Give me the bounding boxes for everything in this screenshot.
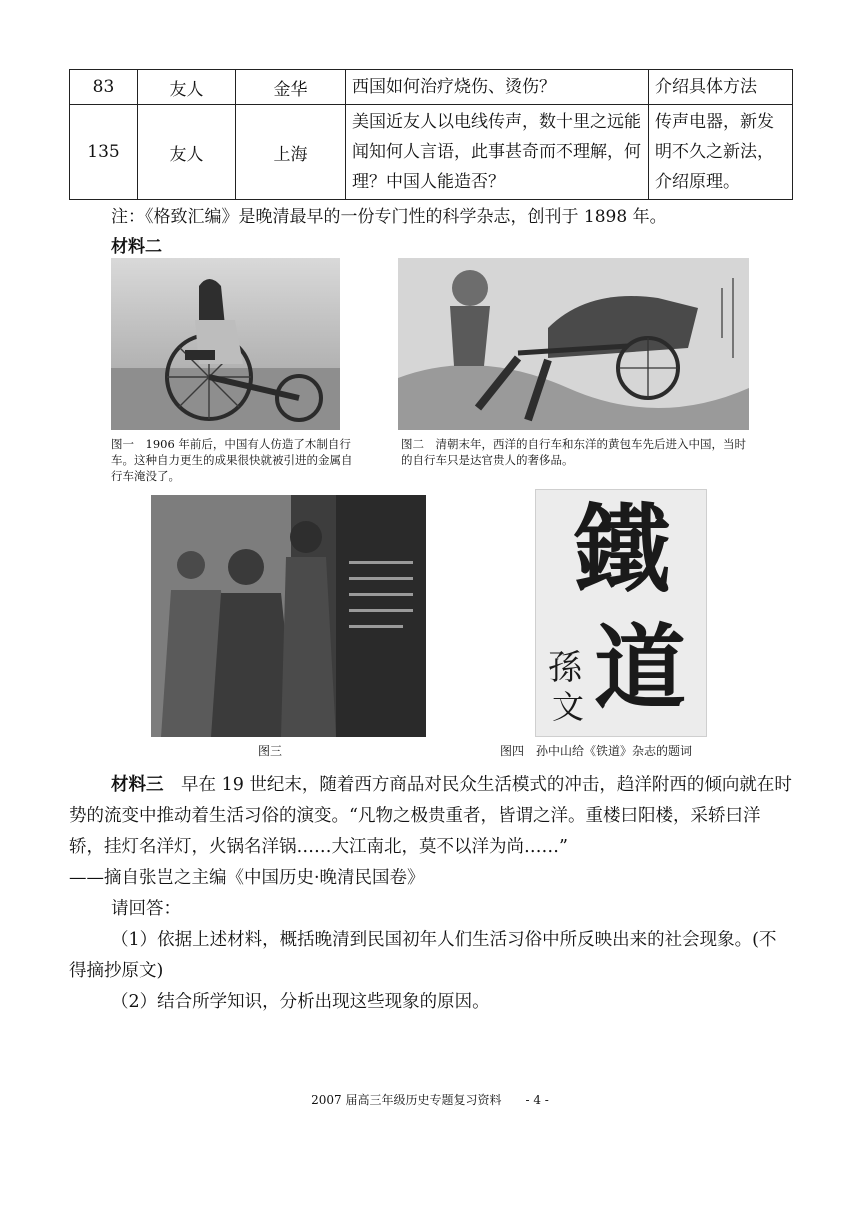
figure1-photo [111, 258, 340, 430]
bicycle-rickshaw-image [398, 258, 749, 430]
row-question: 美国近友人以电线传声，数十里之远能闻知何人言语，此事甚奇而不理解，何理？中国人能造否？ [346, 105, 649, 200]
material3-source: ——摘自张岂之主编《中国历史·晚清民国卷》 [69, 868, 425, 888]
row-asker: 友人 [138, 70, 236, 105]
row-city: 金华 [236, 70, 346, 105]
row-asker: 友人 [138, 105, 236, 200]
figure2-photo [398, 258, 749, 430]
calligraphy-signature-2: 文 [552, 688, 585, 726]
calligraphy-char-main2: 道 [594, 614, 687, 722]
question-prompt: 请回答： [111, 899, 181, 919]
historical-group-photo [151, 495, 426, 737]
row-question: 西国如何治疗烧伤、烫伤？ [346, 70, 649, 105]
question-2: （2）结合所学知识，分析出现这些现象的原因。 [111, 992, 490, 1012]
question-1: （1）依据上述材料，概括晚清到民国初年人们生活习俗中所反映出来的社会现象。(不得摘抄原文) [69, 930, 777, 981]
row-city: 上海 [236, 105, 346, 200]
calligraphy-signature-1: 孫 [548, 648, 582, 688]
figure1-caption: 图一 1906 年前后，中国有人仿造了木制自行车。这种自力更生的成果很快就被引进的金属自行车淹没了。 [111, 437, 353, 483]
calligraphy-char-main1: 鐵 [574, 493, 670, 606]
table-row [70, 70, 793, 105]
wooden-bicycle-image [111, 258, 340, 430]
question-table [69, 69, 793, 200]
figure3-photo [151, 495, 426, 737]
table-note: 注：《格致汇编》是晚清最早的一份专门性的科学杂志，创刊于 1898 年。 [111, 207, 667, 227]
material2-title: 材料二 [111, 237, 162, 257]
row-answer: 介绍具体方法 [649, 70, 793, 105]
row-number: 135 [70, 105, 138, 200]
table-row [70, 105, 793, 200]
figure4-calligraphy [535, 489, 707, 737]
figure4-caption: 图四 孙中山给《铁道》杂志的题词 [500, 744, 693, 758]
figure3-caption: 图三 [258, 744, 283, 758]
row-answer: 传声电器，新发明不久之新法，介绍原理。 [649, 105, 793, 200]
material3-paragraph [69, 770, 793, 863]
page-footer: 2007 届高三年级历史专题复习资料 - 4 - [311, 1093, 549, 1107]
material3-text: 早在 19 世纪末，随着西方商品对民众生活模式的冲击，趋洋附西的倾向就在时势的流变中推动着生活习俗的演变。“凡物之极贵重者，皆谓之洋。重楼曰阳楼，采轿曰洋轿，挂灯名洋灯，火锅名洋锅……大江南北，莫不以洋为尚……” [69, 775, 792, 857]
material3-title: 材料三 [111, 775, 164, 795]
figure2-caption: 图二 清朝末年，西洋的自行车和东洋的黄包车先后进入中国，当时的自行车只是达官贵人的奢侈品。 [401, 437, 746, 467]
row-number: 83 [70, 70, 138, 105]
